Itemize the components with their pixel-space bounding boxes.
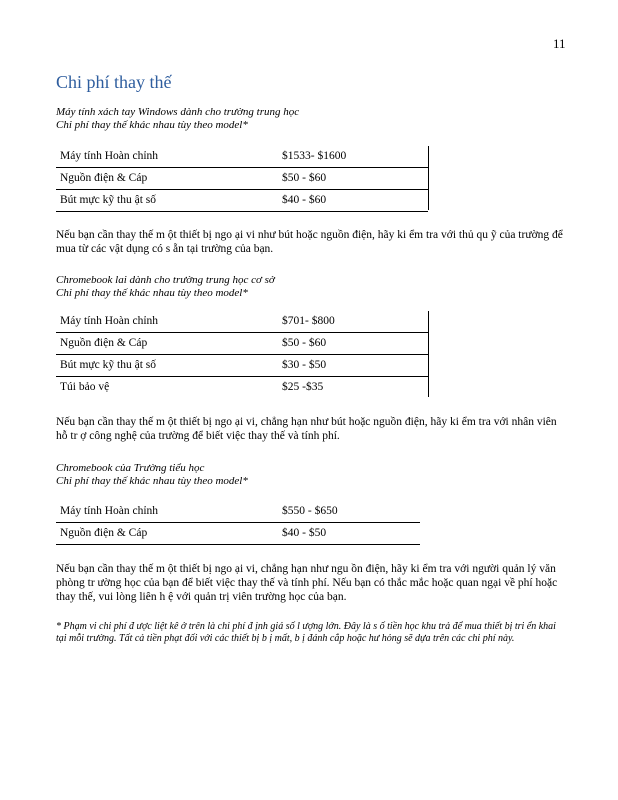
- section-caption: Chi phí thay thế khác nhau tùy theo model*: [56, 119, 248, 131]
- table-row: [56, 523, 420, 545]
- item-name: Bút mực kỹ thu ật số: [60, 359, 156, 371]
- table-row: [56, 146, 428, 168]
- cost-table: [56, 311, 428, 398]
- item-price: $40 - $60: [282, 194, 327, 206]
- table-row: [56, 501, 420, 523]
- item-name: Máy tính Hoàn chỉnh: [60, 315, 159, 327]
- section-subtitle: [56, 462, 248, 488]
- item-name: Nguồn điện & Cáp: [60, 337, 148, 349]
- paragraph: Nếu bạn cần thay thế m ột thiết bị ngo ại vi như bút hoặc nguồn điện, hãy ki ểm tra với thủ qu ỹ của trường để mua từ các vật dụng có s ẵn tại trường của bạn.: [56, 229, 563, 255]
- item-name: Máy tính Hoàn chỉnh: [60, 505, 159, 517]
- item-name: Túi bảo vệ: [60, 381, 110, 393]
- paragraph: Nếu bạn cần thay thế m ột thiết bị ngo ại vi, chẳng hạn như bút hoặc nguồn điện, hãy ki ểm tra với nhân viên hỗ tr ợ công nghệ của trường để biết việc thay thế và tính phí.: [56, 416, 557, 442]
- item-price: $50 - $60: [282, 172, 327, 184]
- paragraph: Nếu bạn cần thay thế m ột thiết bị ngo ại vi, chẳng hạn như ngu ồn điện, hãy ki ểm tra với người quản lý văn phòng tr ường học của bạn để biết việc thay thế và tính phí. Nếu bạn có thắc mắc hoặc quan ngại về phí hoặc thay thế, vui lòng liên h ệ với quản trị viên trường học của bạn.: [56, 563, 558, 603]
- item-price: $25 -$35: [282, 381, 324, 393]
- section-caption: Chi phí thay thế khác nhau tùy theo model*: [56, 475, 248, 487]
- table-row: [56, 168, 428, 190]
- section-title: Chromebook của Trường tiểu học: [56, 462, 205, 474]
- cost-table: [56, 501, 420, 545]
- table-row: [56, 190, 428, 212]
- item-price: $550 - $650: [282, 505, 338, 517]
- cost-table: [56, 146, 428, 212]
- section-caption: Chi phí thay thế khác nhau tùy theo model*: [56, 287, 248, 299]
- table-row: [56, 355, 428, 377]
- item-name: Máy tính Hoàn chỉnh: [60, 150, 159, 162]
- item-price: $701- $800: [282, 315, 335, 327]
- item-price: $30 - $50: [282, 359, 327, 371]
- section-title: Máy tính xách tay Windows dành cho trường trung học: [56, 106, 300, 118]
- footnote: * Phạm vi chi phí đ ược liệt kê ở trên là chi phí đ ịnh giá số l ượng lớn. Đây là s ố tiền học khu trả để mua thiết bị tri ển khai tại mỗi trường. Tất cả tiền phạt đối với các thiết bị b ị mất, b ị đánh cắp hoặc hư hỏng sẽ dựa trên các chi phí này.: [56, 621, 556, 644]
- table-row: [56, 377, 428, 398]
- table-border: [428, 311, 429, 397]
- item-name: Nguồn điện & Cáp: [60, 172, 148, 184]
- section-subtitle: [56, 106, 299, 132]
- item-price: $1533- $1600: [282, 150, 347, 162]
- item-price: $40 - $50: [282, 527, 327, 539]
- section-title: Chromebook lai dành cho trường trung học cơ sở: [56, 274, 275, 286]
- item-price: $50 - $60: [282, 337, 327, 349]
- item-name: Bút mực kỹ thu ật số: [60, 194, 156, 206]
- page-number: 11: [553, 36, 566, 51]
- table-border: [428, 146, 429, 210]
- item-name: Nguồn điện & Cáp: [60, 527, 148, 539]
- table-row: [56, 333, 428, 355]
- page-title: Chi phí thay thế: [56, 72, 172, 92]
- table-row: [56, 311, 428, 333]
- section-subtitle: [56, 274, 275, 300]
